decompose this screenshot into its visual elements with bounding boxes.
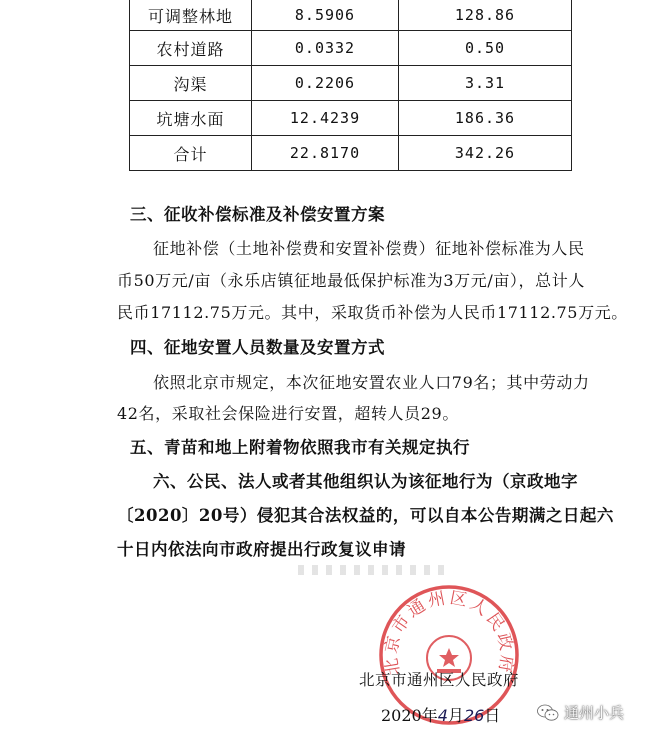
watermark-text: 通州小兵 (564, 704, 625, 722)
section-3-heading: 三、征收补偿标准及补偿安置方案 (130, 205, 385, 224)
section-6-line-1: 六、公民、法人或者其他组织认为该征地行为（京政地字 (153, 472, 578, 491)
date-month-unit: 月 (447, 706, 464, 725)
land-type-cell: 可调整林地 (130, 0, 252, 31)
table-row (130, 136, 572, 171)
area-mu-cell: 3.31 (399, 66, 572, 101)
faint-bleed-text (298, 565, 448, 575)
area-mu-cell: 342.26 (399, 136, 572, 171)
section-4-line-2: 42名，采取社会保险进行安置，超转人员29。 (117, 404, 459, 423)
issue-date (381, 703, 500, 726)
land-type-cell: 合计 (130, 136, 252, 171)
section-3-line-1: 征地补偿（土地补偿费和安置补偿费）征地补偿标准为人民 (153, 239, 585, 258)
area-hectare-cell: 12.4239 (252, 101, 399, 136)
section-6-line-2: 〔2020〕20号）侵犯其合法权益的，可以自本公告期满之日起六 (117, 506, 614, 525)
area-mu-cell: 186.36 (399, 101, 572, 136)
svg-text:北京市通州区人民政府: 北京市通州区人民政府 (381, 588, 517, 677)
area-hectare-cell: 22.8170 (252, 136, 399, 171)
land-type-cell: 农村道路 (130, 31, 252, 66)
date-month: 4 (437, 706, 448, 725)
date-day: 26 (463, 706, 485, 725)
issuer-signature: 北京市通州区人民政府 (359, 671, 520, 689)
area-hectare-cell: 8.5906 (252, 0, 399, 31)
table-row (130, 101, 572, 136)
table-row (130, 66, 572, 101)
section-3-line-2: 币50万元/亩（永乐店镇征地最低保护标准为3万元/亩），总计人 (117, 271, 585, 290)
area-hectare-cell: 0.0332 (252, 31, 399, 66)
date-year: 2020年 (381, 706, 438, 725)
section-4-heading: 四、征地安置人员数量及安置方式 (130, 338, 385, 357)
area-hectare-cell: 0.2206 (252, 66, 399, 101)
section-6-line-3: 十日内依法向市政府提出行政复议申请 (117, 540, 406, 559)
section-3-line-3: 民币17112.75万元。其中，采取货币补偿为人民币17112.75万元。 (117, 303, 628, 322)
wechat-icon (537, 704, 559, 722)
area-mu-cell: 128.86 (399, 0, 572, 31)
area-mu-cell: 0.50 (399, 31, 572, 66)
land-type-cell: 坑塘水面 (130, 101, 252, 136)
land-type-cell: 沟渠 (130, 66, 252, 101)
table-row (130, 0, 572, 31)
table-row (130, 31, 572, 66)
section-4-line-1: 依照北京市规定，本次征地安置农业人口79名；其中劳动力 (153, 373, 590, 392)
date-day-unit: 日 (484, 706, 501, 725)
watermark (537, 702, 624, 723)
land-area-table (129, 0, 572, 171)
section-5-heading: 五、青苗和地上附着物依照我市有关规定执行 (130, 438, 470, 457)
